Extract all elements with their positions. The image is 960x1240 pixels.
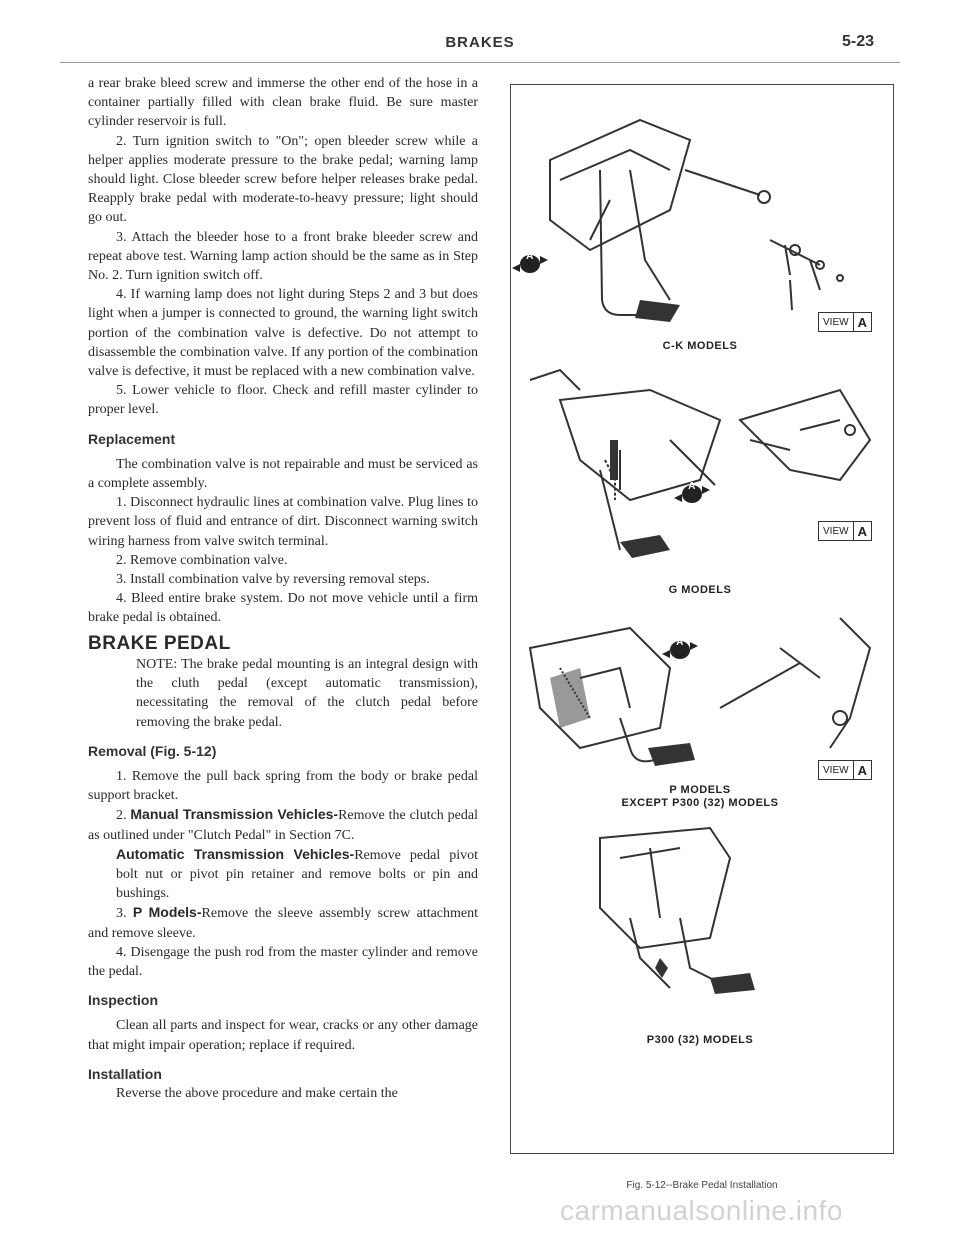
bold-lead-automatic: Automatic Transmission Vehicles- (116, 845, 355, 862)
step-number: 2. (116, 808, 131, 824)
heading-replacement: Replacement (88, 430, 176, 447)
heading-inspection: Inspection (88, 992, 159, 1009)
step-text: Remove the clutch pedal as outlined under "Clutch Pedal" in Section 7C. (88, 808, 478, 843)
watermark: carmanualsonline.info (560, 1195, 843, 1226)
ck-pedal-illustration (520, 100, 880, 330)
bold-lead-manual: Manual Transmission Vehicles- (130, 806, 339, 823)
callout-letter: A (676, 637, 684, 648)
heading-removal: Removal (Fig. 5-12) (88, 742, 217, 759)
heading-brake-pedal: BRAKE PEDAL (88, 632, 231, 654)
paragraph-replacement-1: 1. Disconnect hydraulic lines at combination valve. Plug lines to prevent loss of fluid and entrance of dirt. Disconnect warning switch wiring harness from valve switch terminal. (88, 495, 478, 549)
paragraph-step-2: 2. Turn ignition switch to "On"; open bleeder screw while a helper applies moderate pressure to the brake pedal; warning lamp should light. Close bleeder screw before helper releases brake pedal. Reapply brake pedal with moderate-to-heavy pressure; light should go out. (88, 133, 478, 226)
heading-installation: Installation (88, 1065, 162, 1082)
view-letter: A (853, 522, 871, 540)
paragraph-removal-3 (88, 903, 478, 942)
paragraph-removal-1: 1. Remove the pull back spring from the body or brake pedal support bracket. (88, 768, 478, 804)
paragraph-removal-4: 4. Disengage the push rod from the master cylinder and remove the pedal. (88, 944, 478, 979)
view-a-box-p (818, 760, 872, 780)
paragraph-intro: a rear brake bleed screw and immerse the other end of the hose in a container partially filled with clean brake fluid. Be sure master cylinder reservoir is full. (88, 76, 478, 130)
running-header-title: BRAKES (445, 34, 515, 51)
page-number: 5-23 (842, 33, 875, 50)
paragraph-inspection: Clean all parts and inspect for wear, cracks or any other damage that might impair operation; replace if required. (88, 1018, 478, 1053)
paragraph-step-3: 3. Attach the bleeder hose to a front brake bleeder screw and repeat above test. Warning lamp action should be the same as in Step No. 2. Turn ignition switch off. (88, 229, 478, 284)
callout-letter: A (526, 251, 534, 262)
paragraph-removal-automatic (88, 845, 478, 904)
step-text: Remove the sleeve assembly screw attachment and remove sleeve. (88, 906, 479, 941)
figure-caption: Fig. 5-12--Brake Pedal Installation (626, 1180, 778, 1191)
view-word: VIEW (823, 764, 849, 776)
view-letter: A (853, 761, 871, 779)
view-a-box-ck (818, 312, 872, 332)
step-text: Remove pedal pivot bolt nut or pivot pin retainer and remove bolts or pin and bushings. (116, 847, 478, 902)
view-letter: A (853, 313, 871, 331)
view-a-box-g (818, 521, 872, 541)
bold-lead-p-models: P Models- (132, 904, 202, 921)
header-rule (60, 62, 900, 63)
p300-pedal-illustration (560, 818, 810, 1008)
label-g-models: G MODELS (668, 584, 732, 596)
paragraph-replacement-intro: The combination valve is not repairable and must be serviced as a complete assembly. (88, 456, 478, 492)
label-p-models-except: EXCEPT P300 (32) MODELS (621, 797, 779, 809)
g-pedal-illustration (520, 360, 880, 580)
paragraph-note: NOTE: The brake pedal mounting is an integral design with the cluth pedal (except automatic transmission), necessitating the removal of the clutch pedal before removing the brake pedal. (136, 656, 478, 730)
body-text-column (88, 74, 478, 1103)
paragraph-installation: Reverse the above procedure and make certain the (116, 1085, 398, 1101)
paragraph-step-5: 5. Lower vehicle to floor. Check and refill master cylinder to proper level. (88, 383, 478, 418)
label-p-models: P MODELS (669, 784, 731, 796)
paragraph-step-4: 4. If warning lamp does not light during Steps 2 and 3 but does light when a jumper is connected to ground, the warning light switch portion of the combination valve is defective. Do not attempt to disassemble the combination valve. If any portion of the combination valve is defective, it must be replaced with a new combination valve. (88, 287, 478, 380)
label-p300-models: P300 (32) MODELS (646, 1034, 754, 1046)
paragraph-replacement-2: 2. Remove combination valve. (116, 552, 288, 568)
paragraph-replacement-4: 4. Bleed entire brake system. Do not move vehicle until a firm brake pedal is obtained. (88, 591, 478, 626)
view-word: VIEW (823, 316, 849, 328)
step-number: 3. (116, 906, 133, 922)
label-ck-models: C-K MODELS (662, 340, 738, 352)
paragraph-replacement-3: 3. Install combination valve by reversing removal steps. (116, 572, 430, 588)
callout-letter: A (688, 481, 696, 492)
p-pedal-illustration (520, 608, 880, 778)
paragraph-removal-2 (88, 805, 478, 844)
view-word: VIEW (823, 525, 849, 537)
